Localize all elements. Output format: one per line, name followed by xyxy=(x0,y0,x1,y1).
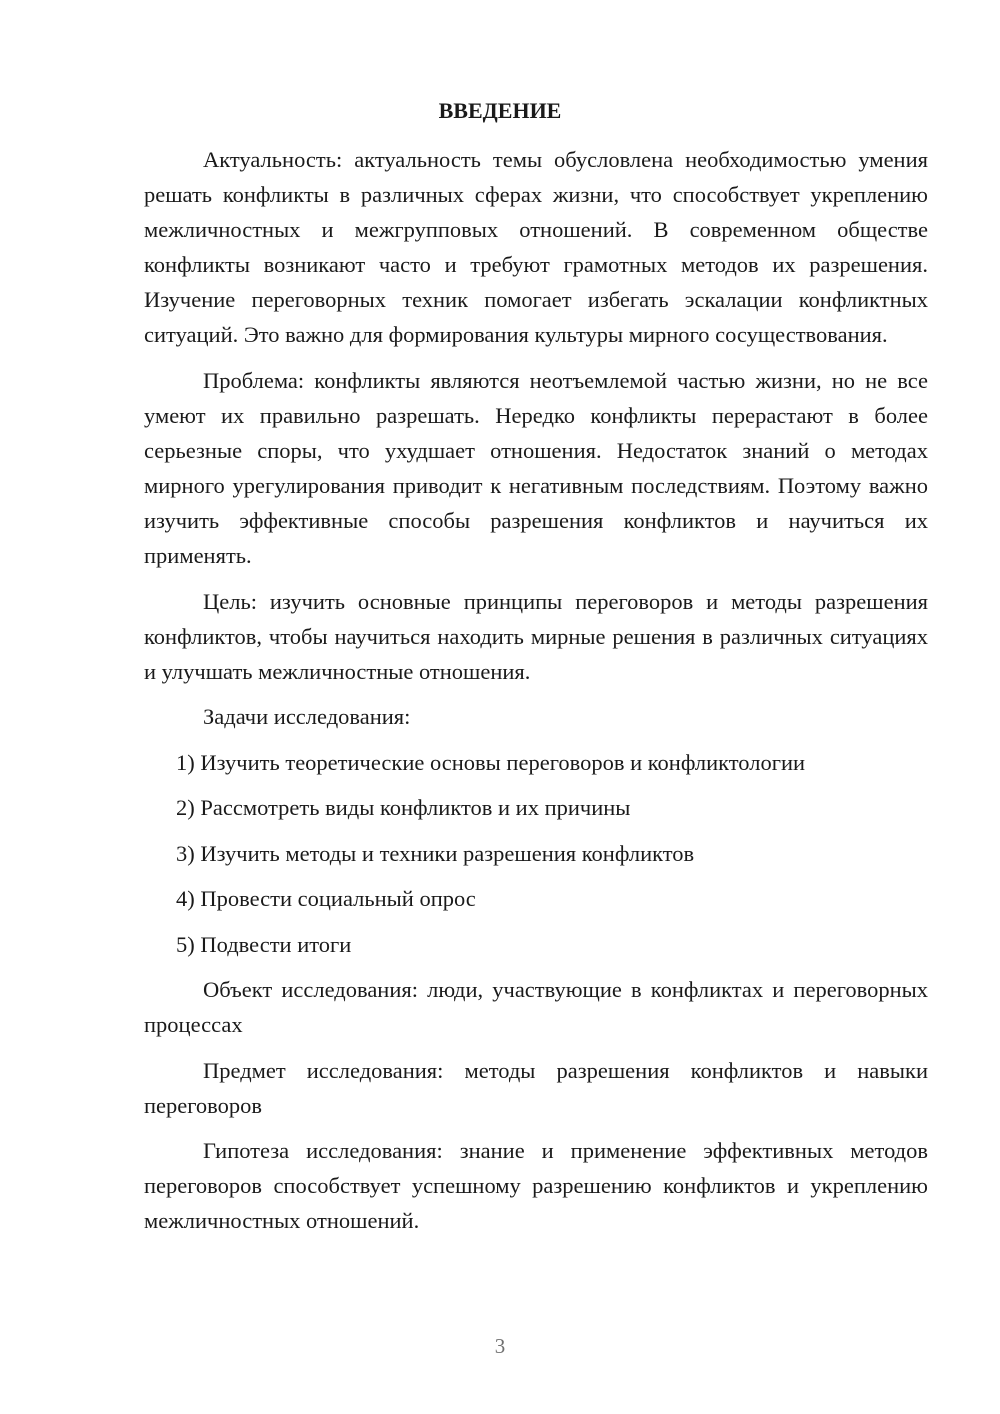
tasks-list xyxy=(144,745,928,962)
paragraph-tasks-heading: Задачи исследования: xyxy=(203,704,411,729)
paragraph-hypothesis: Гипотеза исследования: знание и применение эффективных методов переговоров способствует успешному разрешению конфликтов и укреплению межличностных отношений. xyxy=(144,1138,928,1233)
list-item: 2) Рассмотреть виды конфликтов и их причины xyxy=(176,795,631,820)
paragraph-problem: Проблема: конфликты являются неотъемлемой частью жизни, но не все умеют их правильно разрешать. Нередко конфликты перерастают в более серьезные споры, что ухудшает отношения. Недостаток знаний о методах мирного урегулирования приводит к негативным последствиям. Поэтому важно изучить эффективные способы разрешения конфликтов и научиться их применять. xyxy=(144,368,928,568)
page-title: ВВЕДЕНИЕ xyxy=(438,98,562,123)
list-item: 3) Изучить методы и техники разрешения конфликтов xyxy=(176,840,695,866)
list-item: 4) Провести социальный опрос xyxy=(176,886,476,911)
paragraph-subject: Предмет исследования: методы разрешения конфликтов и навыки переговоров xyxy=(144,1057,928,1118)
paragraph-relevance: Актуальность: актуальность темы обусловлена необходимостью умения решать конфликты в различных сферах жизни, что способствует укреплению межличностных и межгрупповых отношений. В современном обществе конфликты возникают часто и требуют грамотных методов их разрешения. Изучение переговорных техник помогает избегать эскалации конфликтных ситуаций. Это важно для формирования культуры мирного сосуществования. xyxy=(144,147,928,347)
paragraph-object: Объект исследования: люди, участвующие в конфликтах и переговорных процессах xyxy=(144,977,928,1037)
list-item: 1) Изучить теоретические основы переговоров и конфликтологии xyxy=(176,749,806,775)
paragraph-goal: Цель: изучить основные принципы переговоров и методы разрешения конфликтов, чтобы научиться находить мирные решения в различных ситуациях и улучшать межличностные отношения. xyxy=(144,588,928,684)
list-item: 5) Подвести итоги xyxy=(176,931,352,957)
page-number: 3 xyxy=(494,1334,506,1358)
document-body xyxy=(144,142,928,1249)
